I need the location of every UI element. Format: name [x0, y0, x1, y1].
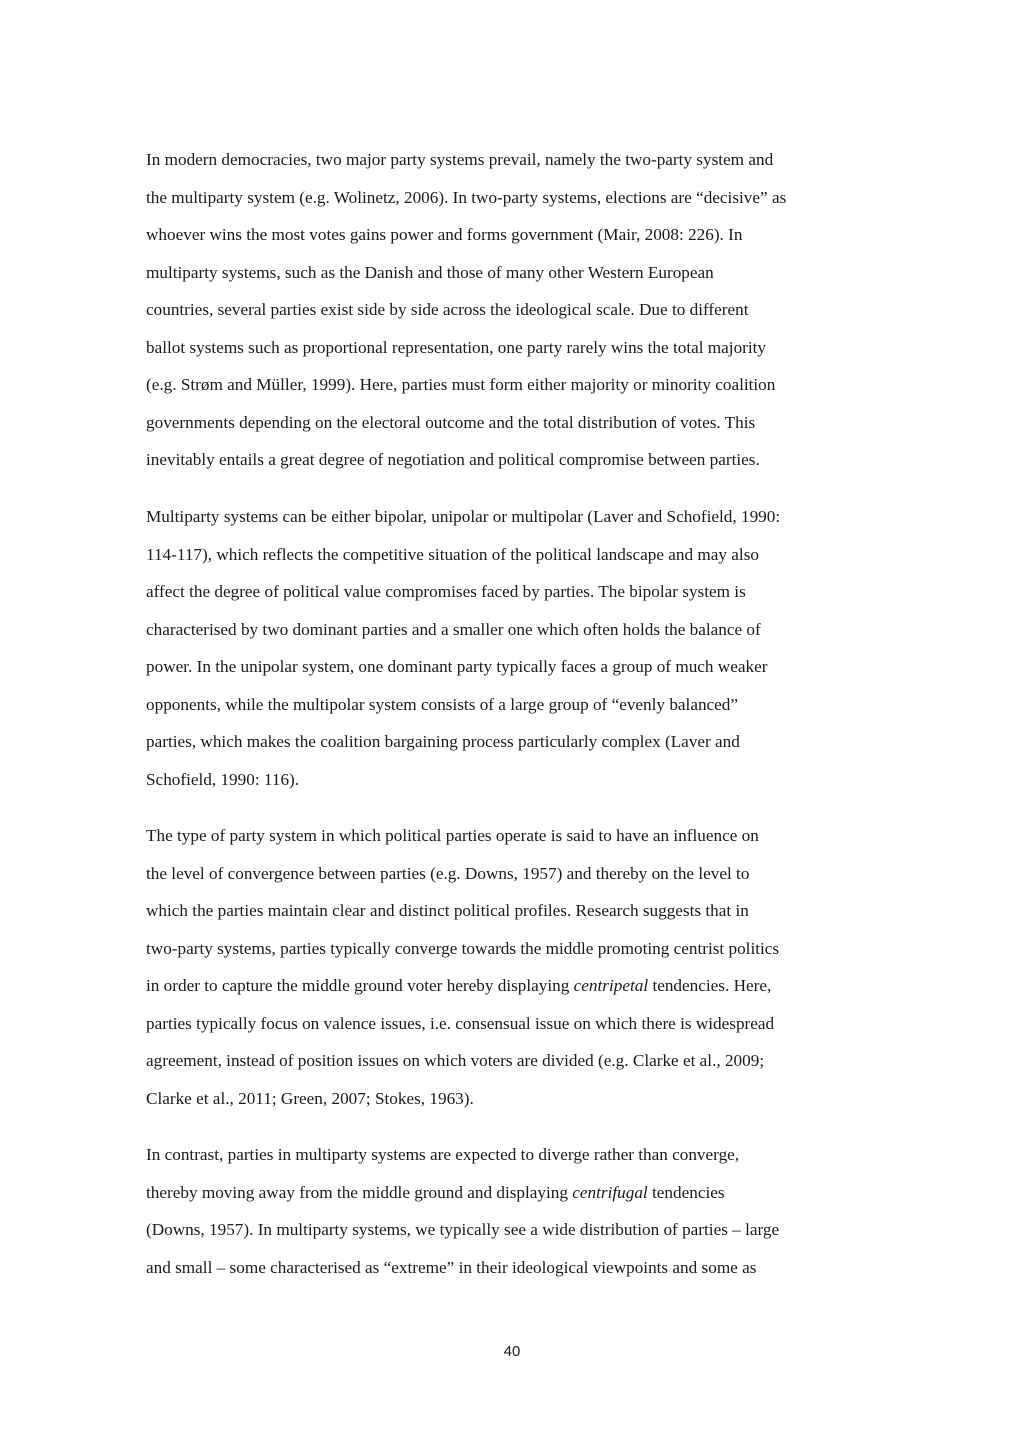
- text-line: which the parties maintain clear and distinct political profiles. Research suggests that in: [146, 901, 749, 920]
- page-number: 40: [503, 1343, 521, 1360]
- text-line: the multiparty system (e.g. Wolinetz, 2006). In two-party systems, elections are “decisive” as: [146, 187, 787, 207]
- text-line: parties, which makes the coalition bargaining process particularly complex (Laver and: [146, 732, 740, 751]
- text-line: In modern democracies, two major party systems prevail, namely the two-party system and: [146, 150, 774, 169]
- text-line: countries, several parties exist side by side across the ideological scale. Due to different: [146, 300, 749, 319]
- text-line: in order to capture the middle ground voter hereby displaying centripetal tendencies. Here,: [146, 976, 772, 995]
- text-line: In contrast, parties in multiparty systems are expected to diverge rather than converge,: [146, 1145, 740, 1164]
- text-line: 114-117), which reflects the competitive situation of the political landscape and may also: [146, 544, 759, 564]
- paragraph-divergence: [146, 1136, 886, 1286]
- text-line: thereby moving away from the middle ground and displaying centrifugal tendencies: [146, 1182, 725, 1202]
- text-line: Clarke et al., 2011; Green, 2007; Stokes, 1963).: [146, 1088, 474, 1108]
- paragraph-multipolar-systems: [146, 498, 886, 798]
- text-line: The type of party system in which political parties operate is said to have an influence on: [146, 826, 759, 845]
- text-line: governments depending on the electoral outcome and the total distribution of votes. This: [146, 412, 756, 432]
- text-line: the level of convergence between parties (e.g. Downs, 1957) and thereby on the level to: [146, 863, 750, 883]
- text-line: agreement, instead of position issues on which voters are divided (e.g. Clarke et al., 2009;: [146, 1051, 765, 1070]
- paragraph-party-systems: [146, 141, 886, 479]
- text-line: characterised by two dominant parties and a smaller one which often holds the balance of: [146, 619, 761, 639]
- text-line: whoever wins the most votes gains power and forms government (Mair, 2008: 226). In: [146, 225, 743, 244]
- text-line: opponents, while the multipolar system consists of a large group of “evenly balanced”: [146, 694, 739, 714]
- text-line: parties typically focus on valence issues, i.e. consensual issue on which there is widespread: [146, 1013, 775, 1033]
- italic-term-centripetal: centripetal: [573, 976, 649, 995]
- paragraph-convergence: [146, 817, 886, 1117]
- text-line: ballot systems such as proportional representation, one party rarely wins the total majority: [146, 337, 767, 357]
- text-line: Schofield, 1990: 116).: [146, 769, 300, 789]
- text-line: two-party systems, parties typically converge towards the middle promoting centrist politics: [146, 938, 780, 958]
- text-line: and small – some characterised as “extreme” in their ideological viewpoints and some as: [146, 1257, 757, 1277]
- text-line: inevitably entails a great degree of negotiation and political compromise between parties.: [146, 450, 760, 469]
- text-line: Multiparty systems can be either bipolar, unipolar or multipolar (Laver and Schofield, 1990:: [146, 507, 781, 526]
- text-line: affect the degree of political value compromises faced by parties. The bipolar system is: [146, 582, 746, 601]
- text-line: (Downs, 1957). In multiparty systems, we typically see a wide distribution of parties – large: [146, 1220, 780, 1239]
- text-line: power. In the unipolar system, one dominant party typically faces a group of much weaker: [146, 657, 768, 676]
- text-line: multiparty systems, such as the Danish and those of many other Western European: [146, 262, 714, 282]
- text-line: (e.g. Strøm and Müller, 1999). Here, parties must form either majority or minority coalition: [146, 375, 776, 394]
- italic-term-centrifugal: centrifugal: [572, 1182, 648, 1202]
